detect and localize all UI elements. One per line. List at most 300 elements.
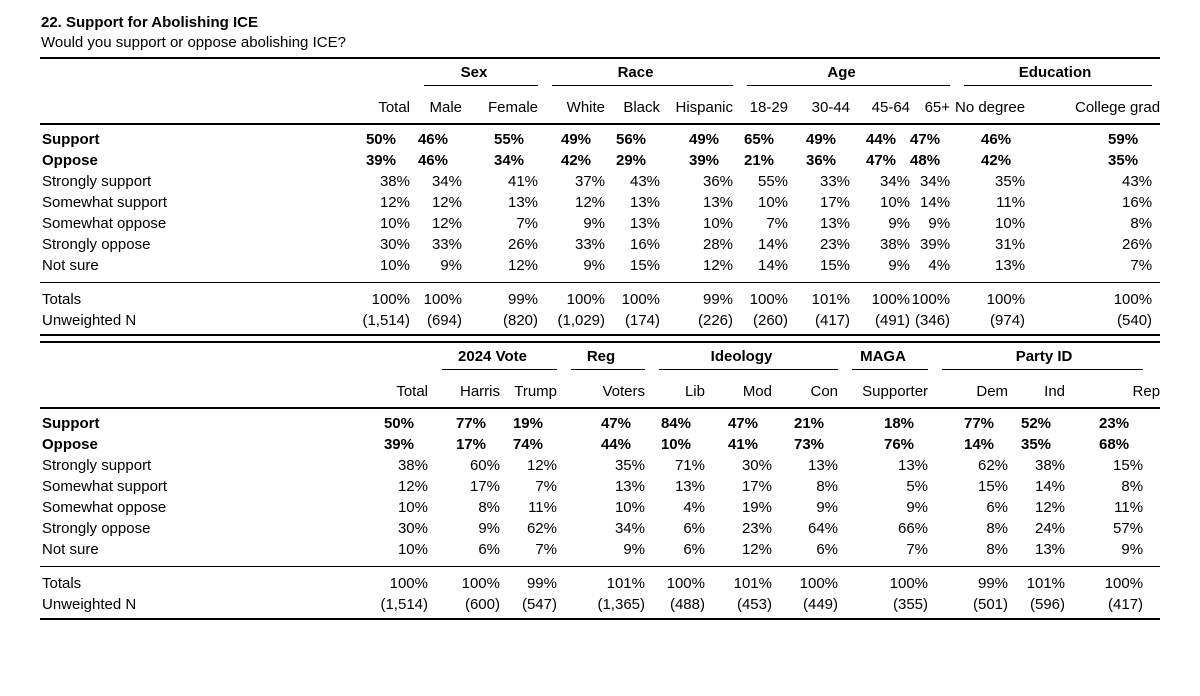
cell: 14% (757, 236, 789, 253)
group-underline (964, 85, 1152, 86)
cell: 50% (383, 415, 414, 432)
row-label: Somewhat support (42, 194, 168, 211)
column-group-label: Age (827, 64, 856, 81)
cell: 66% (898, 520, 929, 537)
cell: 7% (516, 215, 539, 232)
cell: 12% (379, 194, 410, 211)
cell: 55% (493, 131, 525, 148)
cell: 100% (410, 283, 462, 311)
cell: 73% (794, 436, 825, 453)
row-label: Not sure (42, 257, 99, 274)
cell: (820) (502, 312, 539, 329)
cell: 15% (629, 257, 661, 274)
cell: 11% (996, 194, 1026, 211)
cell: 33% (819, 173, 851, 190)
cell: 99% (462, 283, 538, 311)
column-group-row (40, 58, 1160, 86)
column-group-party-id (928, 342, 1160, 370)
cell: 9% (906, 499, 929, 516)
cell: 19% (512, 415, 543, 432)
cell: 77% (455, 415, 486, 432)
cell: 100% (850, 283, 910, 311)
column-header-65: 65+ (910, 86, 950, 124)
question-text: Would you support or oppose abolishing ICE? (41, 34, 346, 51)
cell: 100% (1065, 567, 1160, 595)
cell: 10% (757, 194, 789, 211)
group-underline (747, 85, 950, 86)
cell: 56% (615, 131, 647, 148)
cell: 41% (727, 436, 758, 453)
cell: 9% (440, 257, 462, 274)
cell: 26% (507, 236, 539, 253)
cell: 100% (340, 283, 410, 311)
column-header-row (40, 370, 1160, 408)
table-body (40, 124, 1160, 335)
column-header-trump: Trump (500, 370, 557, 408)
column-group-age (733, 58, 950, 86)
cell: 100% (645, 567, 705, 595)
table-row-totals (40, 283, 1160, 311)
column-group-label: Reg (586, 348, 616, 365)
column-group-row (40, 342, 1160, 370)
cell: 41% (507, 173, 539, 190)
cell: 8% (986, 541, 1009, 558)
cell: 28% (702, 236, 734, 253)
cell: (260) (752, 312, 789, 329)
row-label: Oppose (42, 152, 98, 169)
cell: 12% (397, 478, 428, 495)
cell: 10% (660, 436, 691, 453)
cell: 65% (743, 131, 775, 148)
cell: 10% (397, 541, 428, 558)
cell: 9% (583, 257, 606, 274)
column-header-ind: Ind (1008, 370, 1065, 408)
cell: 101% (1008, 567, 1065, 595)
cell: 13% (702, 194, 734, 211)
cell: 100% (1025, 283, 1160, 311)
cell: 14% (920, 194, 951, 211)
cell: (600) (464, 596, 500, 613)
column-header-harris: Harris (428, 370, 500, 408)
cell: 33% (431, 236, 462, 253)
cell: 8% (986, 520, 1009, 537)
column-group-reg (557, 342, 645, 370)
cell: 100% (733, 283, 788, 311)
group-underline (659, 369, 838, 370)
cell: (449) (803, 596, 839, 613)
cell: 35% (614, 457, 645, 474)
cell: (417) (814, 312, 851, 329)
table-row-strongly-oppose (40, 518, 1160, 539)
column-header-voters: Voters (557, 370, 645, 408)
cell: (1,029) (557, 312, 606, 329)
cell: 8% (816, 478, 839, 495)
cell: 77% (964, 415, 995, 432)
group-underline (442, 369, 557, 370)
cell: (1,514) (362, 312, 410, 329)
row-label: Strongly oppose (42, 520, 151, 537)
column-group-maga (838, 342, 928, 370)
column-header-total: Total (340, 86, 410, 124)
cell: 46% (417, 152, 448, 169)
cell: 43% (629, 173, 661, 190)
table-row-somewhat-support (40, 192, 1160, 213)
cell: 100% (772, 567, 838, 595)
cell: 30% (741, 457, 772, 474)
cell: 4% (928, 257, 951, 274)
cell: 38% (879, 236, 911, 253)
table-row-not-sure (40, 255, 1160, 283)
column-header-lib: Lib (645, 370, 705, 408)
cell: 9% (583, 215, 606, 232)
cell: (174) (624, 312, 661, 329)
cell: 100% (605, 283, 660, 311)
cell: 64% (808, 520, 839, 537)
cell: 8% (1130, 215, 1153, 232)
cell: 10% (614, 499, 645, 516)
cell: 9% (816, 499, 839, 516)
cell: 101% (705, 567, 772, 595)
cell: (355) (893, 596, 929, 613)
cell: 11% (528, 499, 557, 516)
group-underline (852, 369, 928, 370)
column-group-label: Race (617, 64, 654, 81)
cell: 39% (688, 152, 720, 169)
cell: 100% (340, 567, 428, 595)
cell: 13% (898, 457, 929, 474)
cell: 15% (1113, 457, 1144, 474)
cell: (547) (521, 596, 557, 613)
cell: 74% (512, 436, 543, 453)
cell: 13% (507, 194, 539, 211)
cell: 10% (397, 499, 428, 516)
cell: 9% (888, 257, 911, 274)
table-row-somewhat-oppose (40, 213, 1160, 234)
table-row-somewhat-support (40, 476, 1160, 497)
cell: 9% (928, 215, 951, 232)
cell: 15% (978, 478, 1009, 495)
cell: 39% (920, 236, 951, 253)
table-row-unweighted-n (40, 594, 1160, 619)
cell: 76% (884, 436, 915, 453)
cell: 23% (819, 236, 851, 253)
cell: (974) (990, 312, 1026, 329)
column-group-label: 2024 Vote (458, 348, 527, 365)
table-header (40, 342, 1160, 408)
cell: (596) (1030, 596, 1066, 613)
cell: 10% (702, 215, 734, 232)
cell: 101% (557, 567, 645, 595)
cell: 7% (535, 478, 557, 495)
cell: 47% (865, 152, 897, 169)
cell: 35% (1108, 152, 1139, 169)
cell: 13% (629, 194, 661, 211)
cell: 100% (428, 567, 500, 595)
cell: 84% (660, 415, 691, 432)
cell: 5% (906, 478, 929, 495)
cell: 34% (614, 520, 645, 537)
cell: 100% (538, 283, 605, 311)
column-group-ideology (645, 342, 838, 370)
table-row-totals (40, 567, 1160, 595)
cell: 7% (535, 541, 557, 558)
cell: (491) (874, 312, 911, 329)
cell: 44% (865, 131, 897, 148)
column-header-total: Total (340, 370, 428, 408)
cell: 34% (493, 152, 525, 169)
cell: (694) (426, 312, 462, 329)
row-label: Strongly support (42, 173, 152, 190)
column-group-education (950, 58, 1160, 86)
cell: 16% (1122, 194, 1153, 211)
row-label: Support (42, 131, 100, 148)
column-group-label: Party ID (1015, 348, 1073, 365)
cell: 17% (455, 436, 486, 453)
cell: 99% (500, 567, 557, 595)
table-row-not-sure (40, 539, 1160, 567)
cell: (1,365) (597, 596, 645, 613)
table-header (40, 58, 1160, 124)
cell: (226) (697, 312, 734, 329)
cell: 12% (507, 257, 539, 274)
column-header-18-29: 18-29 (733, 86, 788, 124)
cell: 43% (1122, 173, 1153, 190)
column-header-supporter: Supporter (838, 370, 928, 408)
table-row-oppose (40, 150, 1160, 171)
row-label: Somewhat oppose (42, 215, 167, 232)
row-label: Somewhat support (42, 478, 168, 495)
row-label: Oppose (42, 436, 98, 453)
cell: 12% (574, 194, 606, 211)
column-group-race (538, 58, 733, 86)
cell: 39% (365, 152, 396, 169)
row-label: Totals (40, 283, 340, 311)
table-row-strongly-support (40, 171, 1160, 192)
cell: 29% (615, 152, 647, 169)
column-header-hispanic: Hispanic (660, 86, 733, 124)
column-header-mod: Mod (705, 370, 772, 408)
cell: 13% (674, 478, 705, 495)
table-row-strongly-support (40, 455, 1160, 476)
cell: (501) (973, 596, 1009, 613)
cell: 16% (629, 236, 661, 253)
cell: (1,514) (380, 596, 428, 613)
cell: 47% (600, 415, 631, 432)
cell: 9% (1121, 541, 1144, 558)
cell: 55% (757, 173, 789, 190)
group-underline (571, 369, 645, 370)
question-title: 22. Support for Abolishing ICE (41, 14, 258, 31)
row-label: Totals (40, 567, 340, 595)
cell: 68% (1099, 436, 1130, 453)
column-header-30-44: 30-44 (788, 86, 850, 124)
politics-crosstab-table (40, 341, 1160, 620)
column-header-college-grad: College grad (1025, 86, 1160, 124)
cell: 15% (819, 257, 851, 274)
cell: 35% (995, 173, 1026, 190)
cell: 46% (981, 131, 1012, 148)
row-label: Strongly support (42, 457, 152, 474)
cell: (417) (1108, 596, 1144, 613)
column-header-con: Con (772, 370, 838, 408)
cell: 10% (879, 194, 911, 211)
column-group-label: MAGA (860, 348, 906, 365)
cell: 13% (808, 457, 839, 474)
group-underline (424, 85, 538, 86)
cell: 31% (995, 236, 1026, 253)
cell: 12% (702, 257, 734, 274)
cell: (540) (1117, 312, 1153, 329)
column-header-45-64: 45-64 (850, 86, 910, 124)
cell: 100% (910, 283, 950, 311)
cell: 12% (526, 457, 557, 474)
cell: 100% (950, 283, 1025, 311)
row-label: Not sure (42, 541, 99, 558)
cell: 57% (1113, 520, 1144, 537)
cell: (453) (736, 596, 772, 613)
column-header-male: Male (410, 86, 462, 124)
cell: 52% (1021, 415, 1052, 432)
cell: 17% (741, 478, 772, 495)
group-underline (552, 85, 733, 86)
column-header-white: White (538, 86, 605, 124)
cell: 8% (478, 499, 500, 516)
cell: 26% (1122, 236, 1153, 253)
column-header-black: Black (605, 86, 660, 124)
cell: 17% (469, 478, 500, 495)
cell: 44% (600, 436, 631, 453)
cell: 49% (688, 131, 720, 148)
table-row-oppose (40, 434, 1160, 455)
cell: 12% (431, 194, 462, 211)
cell: 12% (1035, 499, 1066, 516)
cell: 38% (397, 457, 428, 474)
cell: 48% (910, 152, 941, 169)
cell: 39% (383, 436, 414, 453)
cell: 10% (379, 215, 410, 232)
cell: 30% (397, 520, 428, 537)
cell: 8% (1121, 478, 1144, 495)
cell: 99% (928, 567, 1008, 595)
cell: 7% (1130, 257, 1153, 274)
column-group-label: Sex (460, 64, 488, 81)
demographics-crosstab-table (40, 57, 1160, 336)
table-row-somewhat-oppose (40, 497, 1160, 518)
cell: (488) (669, 596, 705, 613)
cell: 47% (727, 415, 758, 432)
cell: 100% (838, 567, 928, 595)
cell: 13% (995, 257, 1026, 274)
group-spacer (40, 342, 428, 370)
table-row-support (40, 124, 1160, 150)
cell: 23% (1099, 415, 1130, 432)
table-row-strongly-oppose (40, 234, 1160, 255)
cell: 6% (986, 499, 1009, 516)
cell: 13% (819, 215, 851, 232)
column-header-row (40, 86, 1160, 124)
row-label: Unweighted N (42, 312, 137, 329)
cell: 9% (888, 215, 911, 232)
cell: 38% (379, 173, 410, 190)
cell: 12% (741, 541, 772, 558)
cell: 49% (560, 131, 592, 148)
cell: 10% (379, 257, 410, 274)
table-body (40, 408, 1160, 619)
cell: 33% (574, 236, 606, 253)
row-label: Strongly oppose (42, 236, 151, 253)
cell: 24% (1035, 520, 1066, 537)
column-header-dem: Dem (928, 370, 1008, 408)
cell: 13% (1035, 541, 1066, 558)
cell: 42% (560, 152, 592, 169)
row-label-header (40, 86, 340, 124)
cell: 42% (981, 152, 1012, 169)
cell: 34% (879, 173, 911, 190)
cell: 34% (431, 173, 462, 190)
table-row-support (40, 408, 1160, 434)
cell: 18% (884, 415, 915, 432)
cell: (346) (915, 312, 951, 329)
cell: 23% (741, 520, 772, 537)
cell: 30% (379, 236, 410, 253)
cell: 6% (683, 520, 705, 537)
cell: 7% (766, 215, 789, 232)
column-header-rep: Rep (1065, 370, 1160, 408)
row-label: Unweighted N (42, 596, 137, 613)
column-group-label: Ideology (710, 348, 773, 365)
cell: 21% (794, 415, 825, 432)
row-label: Somewhat oppose (42, 499, 167, 516)
cell: 36% (702, 173, 734, 190)
cell: 6% (478, 541, 500, 558)
cell: 4% (683, 499, 705, 516)
cell: 13% (629, 215, 661, 232)
cell: 36% (805, 152, 837, 169)
column-header-female: Female (462, 86, 538, 124)
cell: 13% (614, 478, 645, 495)
cell: 7% (906, 541, 929, 558)
cell: 14% (1035, 478, 1066, 495)
cell: 12% (431, 215, 462, 232)
cell: 17% (819, 194, 851, 211)
table-row-unweighted-n (40, 310, 1160, 335)
cell: 9% (478, 520, 500, 537)
cell: 6% (816, 541, 839, 558)
cell: 47% (910, 131, 941, 148)
cell: 60% (469, 457, 500, 474)
group-underline (942, 369, 1143, 370)
cell: 46% (417, 131, 448, 148)
cell: 59% (1108, 131, 1139, 148)
cell: 21% (743, 152, 775, 169)
cell: 50% (365, 131, 396, 148)
cell: 37% (574, 173, 606, 190)
cell: 49% (805, 131, 837, 148)
cell: 35% (1021, 436, 1052, 453)
cell: 14% (757, 257, 789, 274)
cell: 10% (995, 215, 1026, 232)
row-label-header (40, 370, 340, 408)
cell: 34% (920, 173, 951, 190)
cell: 101% (788, 283, 850, 311)
column-group-label: Education (1018, 64, 1092, 81)
cell: 6% (683, 541, 705, 558)
cell: 71% (674, 457, 705, 474)
cell: 19% (741, 499, 772, 516)
group-spacer (40, 58, 410, 86)
cell: 9% (623, 541, 645, 558)
cell: 11% (1114, 499, 1144, 516)
